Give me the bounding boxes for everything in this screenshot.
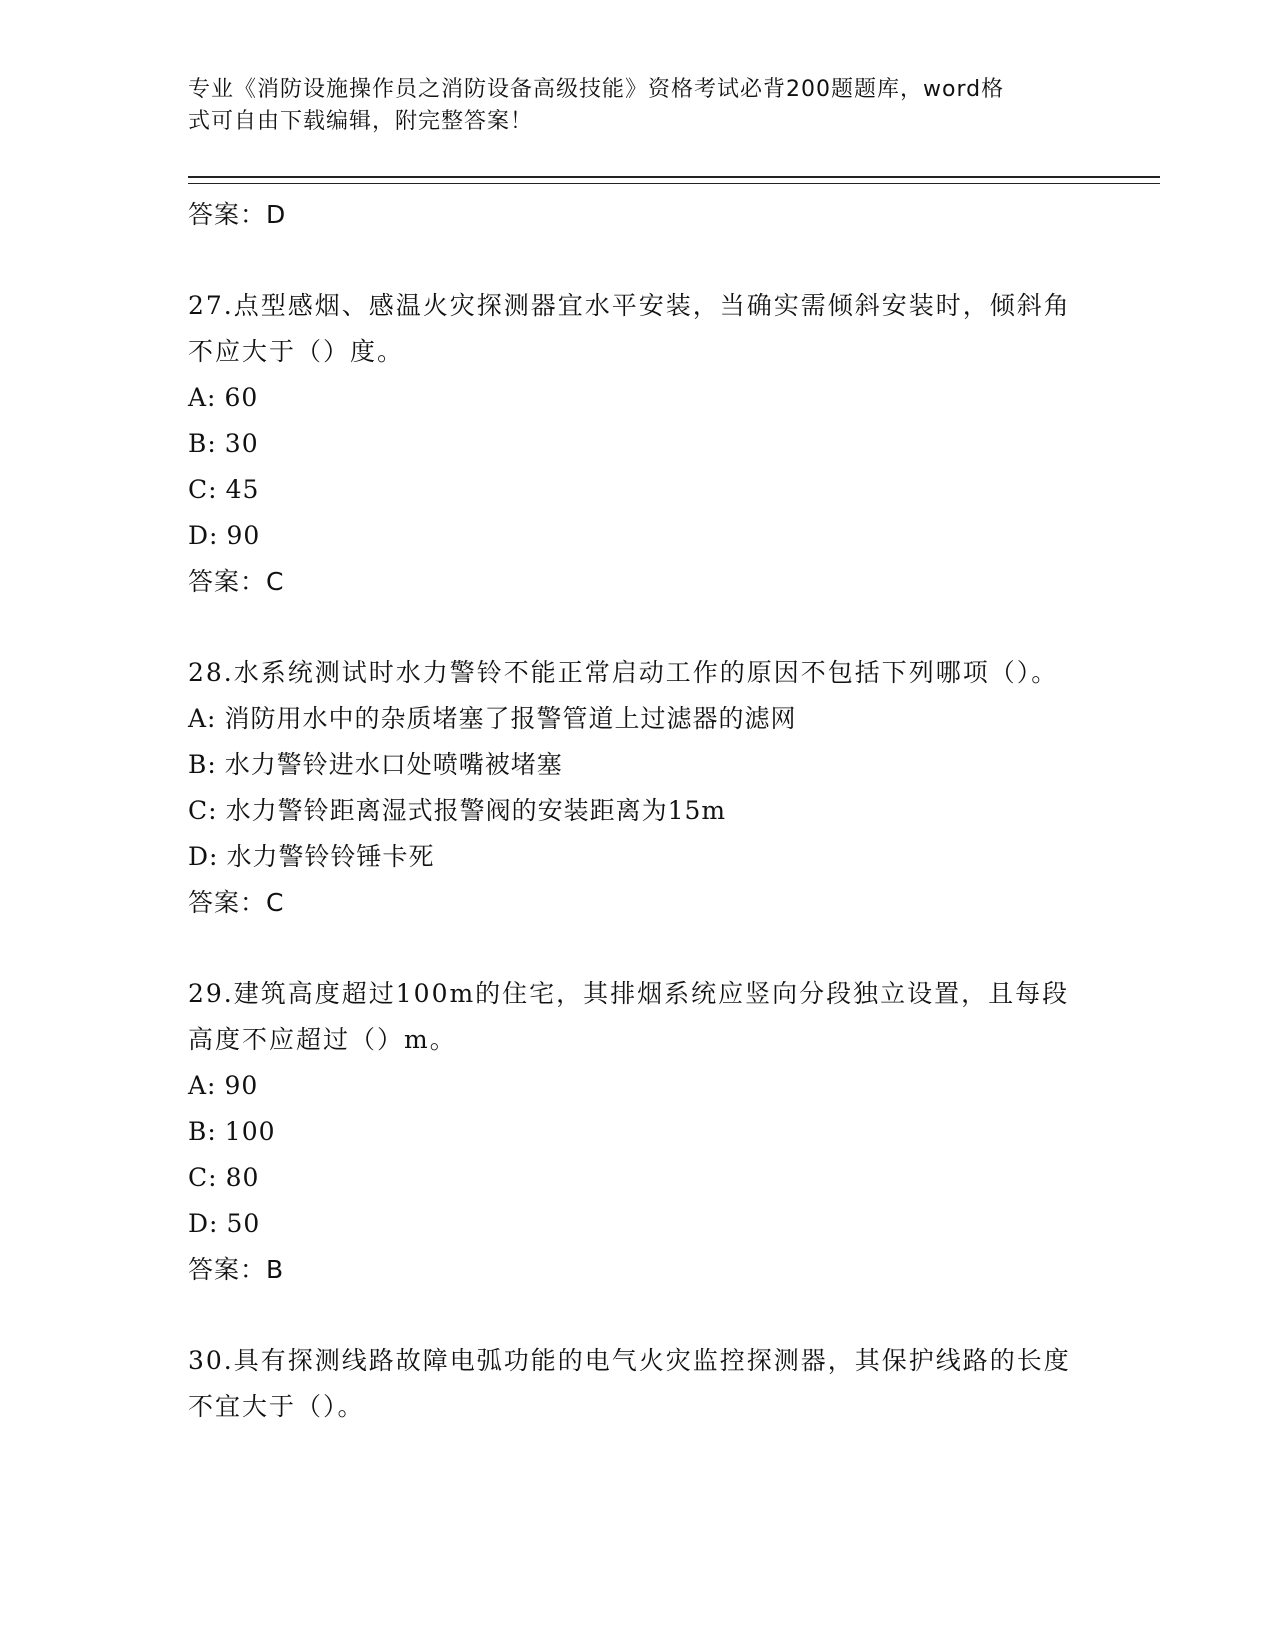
question-29-option-d <box>188 1201 1088 1247</box>
option-text: 90 <box>226 521 261 550</box>
header-divider-thin <box>188 183 1160 184</box>
question-27-option-a <box>188 375 1088 421</box>
question-27-option-d <box>188 513 1088 559</box>
option-key: C: <box>188 796 218 825</box>
question-29-option-a <box>188 1063 1088 1109</box>
header-line-2: 式可自由下载编辑，附完整答案！ <box>188 109 534 134</box>
option-text: 50 <box>226 1209 261 1238</box>
option-key: A: <box>188 1071 217 1100</box>
option-text: 45 <box>225 475 260 504</box>
option-key: B: <box>188 429 217 458</box>
option-text: 90 <box>224 1071 259 1100</box>
option-text: 80 <box>225 1163 260 1192</box>
option-text: 消防用水中的杂质堵塞了报警管道上过滤器的滤网 <box>224 704 797 733</box>
option-text: 60 <box>224 383 259 412</box>
question-list <box>188 192 1088 1430</box>
option-key: D: <box>188 1209 219 1238</box>
question-29-option-c <box>188 1155 1088 1201</box>
question-29-text: 29.建筑高度超过100m的住宅，其排烟系统应竖向分段独立设置，且每段高度不应超过（）m。 <box>188 979 1070 1054</box>
option-text: 水力警铃进水口处喷嘴被堵塞 <box>224 750 563 779</box>
option-key: A: <box>188 383 217 412</box>
question-27-option-c <box>188 467 1088 513</box>
answer-29: 答案：B <box>188 1255 285 1284</box>
option-key: D: <box>188 521 219 550</box>
question-28 <box>188 650 1088 925</box>
option-text: 30 <box>224 429 259 458</box>
question-28-option-a <box>188 696 1088 742</box>
question-28-option-b <box>188 742 1088 788</box>
question-27-option-b <box>188 421 1088 467</box>
option-text: 100 <box>224 1117 276 1146</box>
option-key: D: <box>188 842 219 871</box>
question-27-text: 27.点型感烟、感温火灾探测器宜水平安装，当确实需倾斜安装时，倾斜角不应大于（）度。 <box>188 291 1071 366</box>
answer-28: 答案：C <box>188 888 285 917</box>
answer-26: 答案：D <box>188 200 287 229</box>
header-divider-thick <box>188 176 1160 178</box>
header-line-1: 专业《消防设施操作员之消防设备高级技能》资格考试必背200题题库，word格 <box>188 77 1005 102</box>
option-text: 水力警铃铃锤卡死 <box>226 842 435 871</box>
question-27 <box>188 283 1088 604</box>
option-key: B: <box>188 750 217 779</box>
question-29-option-b <box>188 1109 1088 1155</box>
answer-27: 答案：C <box>188 567 285 596</box>
question-28-option-c <box>188 788 1088 834</box>
option-text: 水力警铃距离湿式报警阀的安装距离为15m <box>225 796 727 825</box>
question-28-option-d <box>188 834 1088 880</box>
question-28-text: 28.水系统测试时水力警铃不能正常启动工作的原因不包括下列哪项（）。 <box>188 658 1059 687</box>
option-key: A: <box>188 704 217 733</box>
option-key: B: <box>188 1117 217 1146</box>
question-29 <box>188 971 1088 1292</box>
option-key: C: <box>188 475 218 504</box>
document-header <box>188 74 1068 138</box>
option-key: C: <box>188 1163 218 1192</box>
question-30 <box>188 1338 1088 1430</box>
question-30-text: 30.具有探测线路故障电弧功能的电气火灾监控探测器，其保护线路的长度不宜大于（）。 <box>188 1346 1071 1421</box>
